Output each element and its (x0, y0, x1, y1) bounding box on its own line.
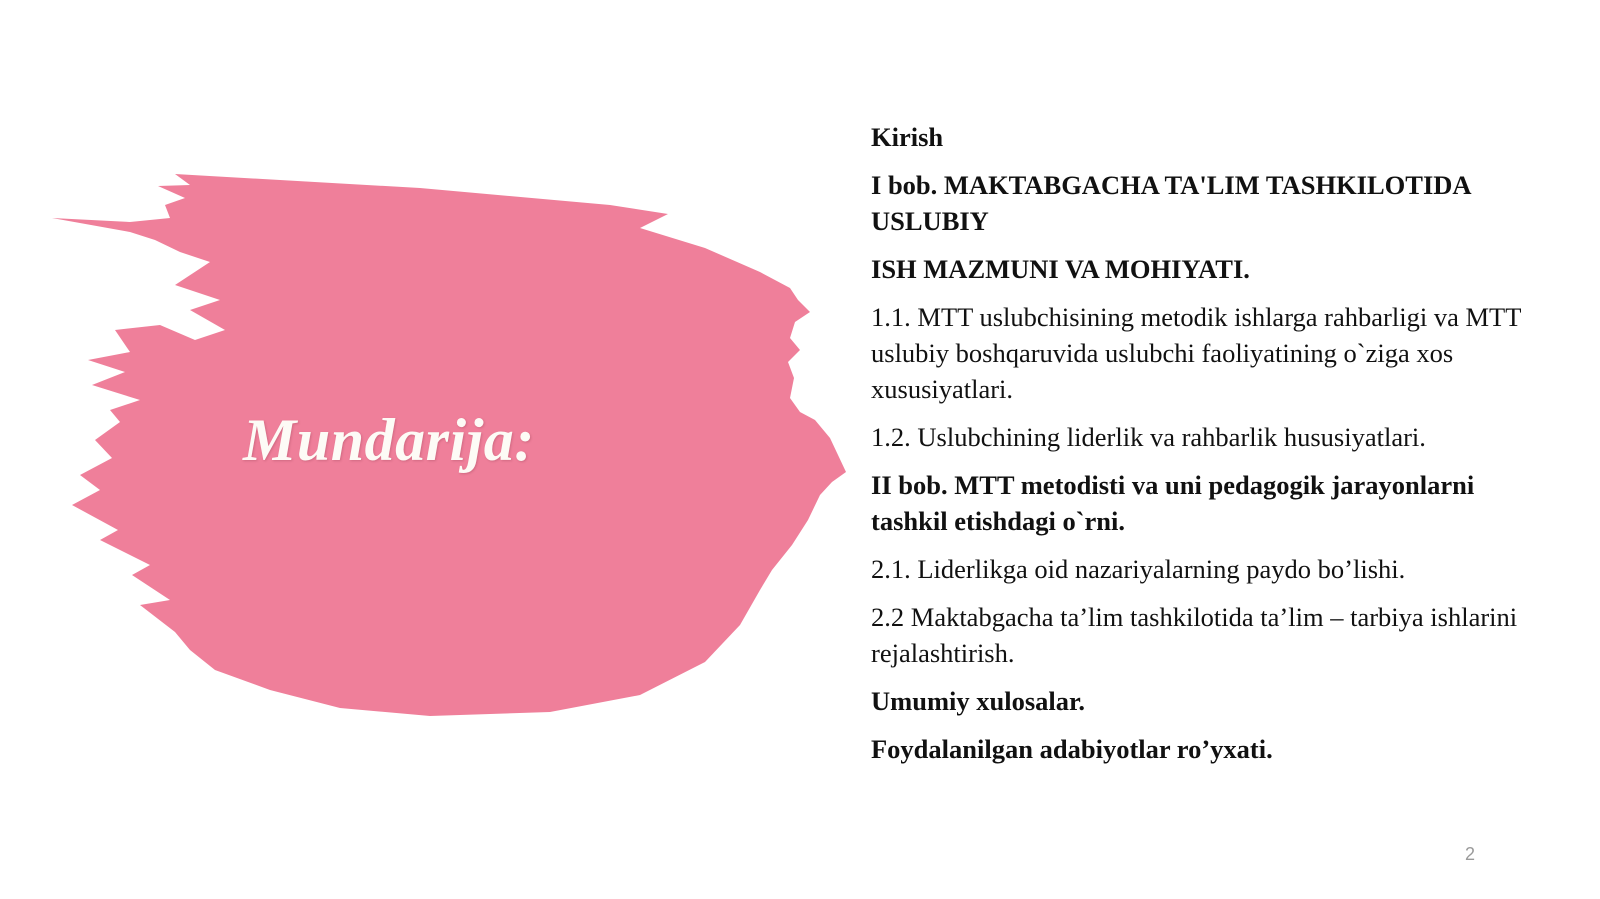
toc-item-section-1-2: 1.2. Uslubchining liderlik va rahbarlik hususiyatlari. (871, 422, 1426, 452)
toc-item-chapter-1-subtitle: ISH MAZMUNI VA MOHIYATI. (871, 254, 1250, 284)
toc-item-section-2-2: 2.2 Maktabgacha ta’lim tashkilotida ta’lim – tarbiya ishlarini rejalashtirish. (871, 602, 1518, 668)
table-of-contents (871, 119, 1521, 779)
slide-title: Mundarija: (243, 407, 535, 473)
toc-item-chapter-2-title: II bob. MTT metodisti va uni pedagogik jarayonlarni tashkil etishdagi o`rni. (871, 470, 1475, 536)
toc-item-introduction: Kirish (871, 122, 944, 152)
toc-item-conclusions: Umumiy xulosalar. (871, 686, 1085, 716)
page-number: 2 (1464, 844, 1475, 864)
toc-item-section-1-1: 1.1. MTT uslubchisining metodik ishlarga rahbarligi va MTT uslubiy boshqaruvida uslubchi faoliyatining o`ziga xos xususiyatlari. (871, 302, 1521, 404)
toc-item-section-2-1: 2.1. Liderlikga oid nazariyalarning paydo bo’lishi. (871, 554, 1406, 584)
toc-item-references: Foydalanilgan adabiyotlar ro’yxati. (871, 734, 1273, 764)
pink-brush-stroke-shape (0, 0, 860, 740)
toc-item-chapter-1-title: I bob. MAKTABGACHA TA'LIM TASHKILOTIDA USLUBIY (871, 170, 1471, 236)
